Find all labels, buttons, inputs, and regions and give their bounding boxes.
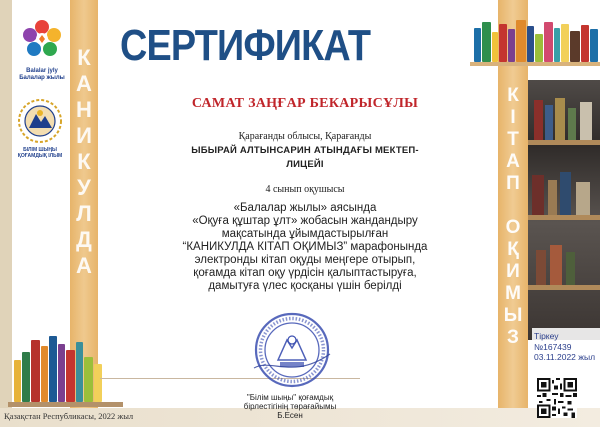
qr-code [537, 378, 577, 418]
official-stamp-seal [252, 310, 332, 390]
bilim-shyngy-logo-text: БІЛІМ ШЫҢЫ ҚОҒАМДЫҚ ІЛЫМ [17, 147, 63, 159]
bookshelf-photo [528, 80, 600, 340]
certificate-title: СЕРТИФИКАТ [120, 21, 371, 70]
recipient-name: САМАТ ЗАҢҒАР БЕКАРЫСҰЛЫ [191, 96, 419, 111]
footer-text: Қазақстан Республикасы, 2022 жыл [4, 411, 134, 421]
registration-info: Тіркеу №167439 03.11.2022 жыл [534, 331, 596, 362]
certificate-body: «Балалар жылы» аясында «Оқуға құштар ұлт» жобасын жандандыру мақсатында ұйымдастырылған “КАНИКУЛДА КІТАП ОҚИМЫЗ” марафонында электронды кітап оқуды меңгере отырып, қоғамда кітап оқу үрдісін қалыптастыруға, дамытуға үлес қосқаны үшін берілді [182, 202, 428, 292]
bottom-books-illustration [8, 330, 118, 402]
top-bookshelf-illustration [470, 12, 600, 62]
school-name: ЫБЫРАЙ АЛТЫНСАРИН АТЫНДАҒЫ МЕКТЕП- ЛИЦЕЙІ [191, 145, 419, 170]
vertical-right-text: К І Т А П О Қ И М Ы З [503, 85, 523, 348]
signature-block: "Білім шыңы" қоғамдық бірлестігінің төрағайымы Б.Есен [243, 393, 337, 420]
grade-text: 4 сынып оқушысы [265, 184, 345, 195]
balalar-jyly-logo [17, 15, 67, 65]
balalar-jyly-logo-text: Balalar jyly Балалар жылы [19, 68, 65, 81]
vertical-left-text: К А Н И К У Л Д А [76, 45, 92, 278]
bilim-shyngy-logo [14, 96, 66, 146]
region-text: Қарағанды облысы, Қарағанды [238, 131, 372, 142]
